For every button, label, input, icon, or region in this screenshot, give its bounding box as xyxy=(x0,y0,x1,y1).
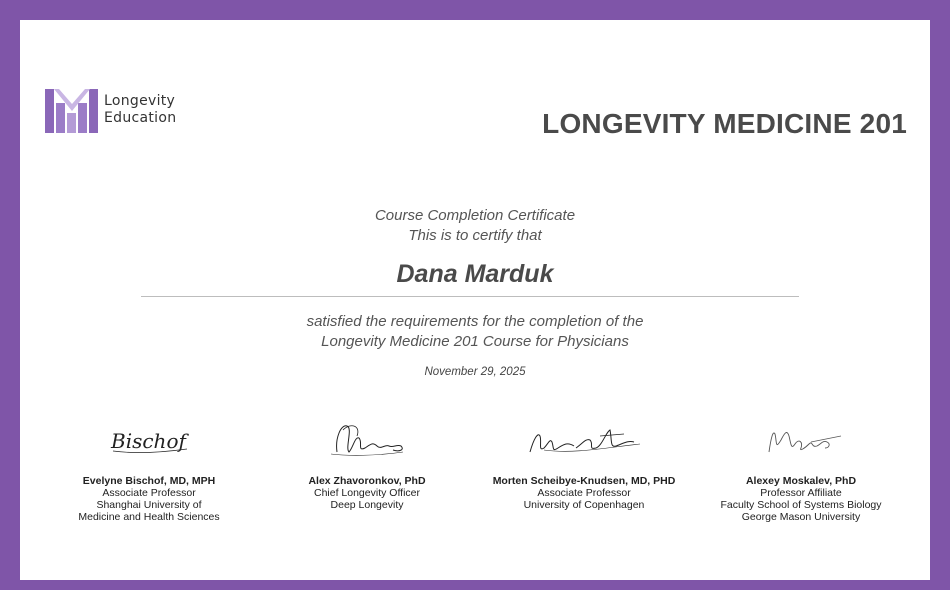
signature-bischof xyxy=(99,418,199,462)
completion-date: November 29, 2025 xyxy=(424,366,526,378)
signatory-org: University of Copenhagen xyxy=(523,499,645,511)
completion-statement xyxy=(20,312,930,352)
signatory-org: Deep Longevity xyxy=(330,499,404,511)
logo-line-1: Longevity xyxy=(104,93,176,109)
signatory-org: George Mason University xyxy=(741,511,861,523)
certificate-heading xyxy=(20,206,930,246)
certify-intro: This is to certify that xyxy=(408,227,542,244)
signatory-moskalev xyxy=(681,418,921,523)
svg-text:Bischof: Bischof xyxy=(111,429,186,453)
certificate-type: Course Completion Certificate xyxy=(374,207,576,224)
signature-scheibye-knudsen xyxy=(524,418,644,462)
signatory-role: Associate Professor xyxy=(537,487,631,499)
signatory-org: Medicine and Health Sciences xyxy=(78,511,220,523)
logo-mark-icon xyxy=(45,87,100,133)
signatory-name: Alexey Moskalev, PhD xyxy=(745,475,857,487)
signatory-scheibye-knudsen xyxy=(464,418,704,511)
signatory-name: Alex Zhavoronkov, PhD xyxy=(308,475,426,487)
signatory-zhavoronkov xyxy=(247,418,487,511)
signatory-role: Professor Affiliate xyxy=(760,487,842,499)
signatory-name: Morten Scheibye-Knudsen, MD, PHD xyxy=(492,475,676,487)
statement-line-2: Longevity Medicine 201 Course for Physicians xyxy=(321,333,629,350)
certificate-sheet xyxy=(20,20,930,580)
course-title: LONGEVITY MEDICINE 201 xyxy=(542,108,907,139)
longevity-education-logo xyxy=(45,87,176,133)
recipient-name: Dana Marduk xyxy=(396,260,554,288)
signatory-role: Chief Longevity Officer xyxy=(313,487,421,499)
signatory-bischof xyxy=(29,418,269,523)
signatory-name: Evelyne Bischof, MD, MPH xyxy=(82,475,216,487)
signatory-role: Associate Professor xyxy=(102,487,196,499)
signature-moskalev xyxy=(751,418,851,462)
name-underline xyxy=(141,296,799,297)
statement-line-1: satisfied the requirements for the completion of the xyxy=(306,313,644,330)
signature-zhavoronkov xyxy=(317,418,417,462)
signatory-org: Shanghai University of xyxy=(96,499,202,511)
signatory-org: Faculty School of Systems Biology xyxy=(720,499,882,511)
logo-line-2: Education xyxy=(104,110,177,126)
